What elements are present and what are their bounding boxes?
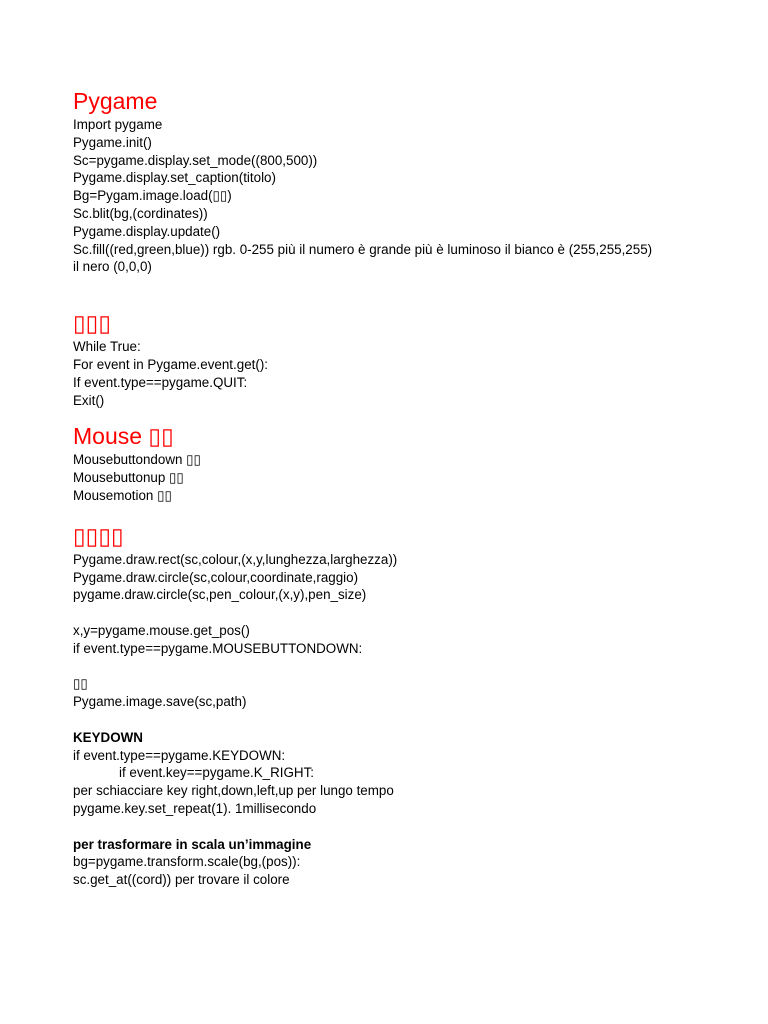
code-line: sc.get_at((cord)) per trovare il colore bbox=[73, 872, 290, 888]
code-line: Sc.fill((red,green,blue)) rgb. 0-255 più il numero è grande più è luminoso il bianco è (255,255,255) bbox=[73, 241, 653, 257]
spacer bbox=[73, 276, 733, 308]
spacer bbox=[73, 658, 733, 676]
code-line: While True: bbox=[73, 339, 141, 355]
code-line: bg=pygame.transform.scale(bg,(pos)): bbox=[73, 854, 301, 870]
code-line: If event.type==pygame.QUIT: bbox=[73, 374, 248, 390]
code-line: Pygame.draw.rect(sc,colour,(x,y,lunghezza,larghezza)) bbox=[73, 551, 398, 567]
spacer bbox=[73, 711, 733, 729]
code-line: Exit() bbox=[73, 392, 105, 408]
spacer bbox=[73, 505, 733, 521]
code-line: pygame.draw.circle(sc,pen_colour,(x,y),pen_size) bbox=[73, 587, 367, 603]
code-line: Mousemotion ▯▯ bbox=[73, 487, 172, 503]
heading-mouse: Mouse ▯▯ bbox=[73, 423, 174, 450]
code-line: Pygame.image.save(sc,path) bbox=[73, 694, 247, 710]
code-line: Pygame.init() bbox=[73, 134, 152, 150]
code-line: if event.type==pygame.KEYDOWN: bbox=[73, 747, 286, 763]
code-line: Bg=Pygam.image.load(▯▯) bbox=[73, 188, 232, 204]
code-line: Pygame.display.set_caption(titolo) bbox=[73, 170, 276, 186]
code-line: For event in Pygame.event.get(): bbox=[73, 356, 269, 372]
code-line: Mousebuttonup ▯▯ bbox=[73, 470, 184, 486]
heading-transform-scale: per trasformare in scala un’immagine bbox=[73, 836, 312, 852]
heading-keydown: KEYDOWN bbox=[73, 729, 143, 745]
code-line: Import pygame bbox=[73, 117, 163, 132]
code-line: Mousebuttondown ▯▯ bbox=[73, 452, 201, 468]
document-page bbox=[73, 86, 733, 889]
code-line: x,y=pygame.mouse.get_pos() bbox=[73, 622, 250, 638]
code-line: Pygame.draw.circle(sc,colour,coordinate,raggio) bbox=[73, 569, 359, 585]
spacer bbox=[73, 409, 733, 421]
spacer bbox=[73, 604, 733, 622]
code-line: Pygame.display.update() bbox=[73, 223, 221, 239]
heading-event-loop: ▯▯▯ bbox=[73, 310, 111, 337]
heading-save: ▯▯ bbox=[73, 676, 88, 692]
code-line: pygame.key.set_repeat(1). 1millisecondo bbox=[73, 800, 317, 816]
heading-pygame: Pygame bbox=[73, 88, 158, 114]
code-line: il nero (0,0,0) bbox=[73, 259, 152, 275]
code-line: per schiacciare key right,down,left,up per lungo tempo bbox=[73, 783, 394, 799]
spacer bbox=[73, 818, 733, 836]
code-line-indented: if event.key==pygame.K_RIGHT: bbox=[119, 765, 315, 781]
code-line: Sc.blit(bg,(cordinates)) bbox=[73, 205, 208, 221]
code-line: Sc=pygame.display.set_mode((800,500)) bbox=[73, 152, 318, 168]
code-line: if event.type==pygame.MOUSEBUTTONDOWN: bbox=[73, 640, 363, 656]
heading-drawing: ▯▯▯▯ bbox=[73, 522, 124, 549]
